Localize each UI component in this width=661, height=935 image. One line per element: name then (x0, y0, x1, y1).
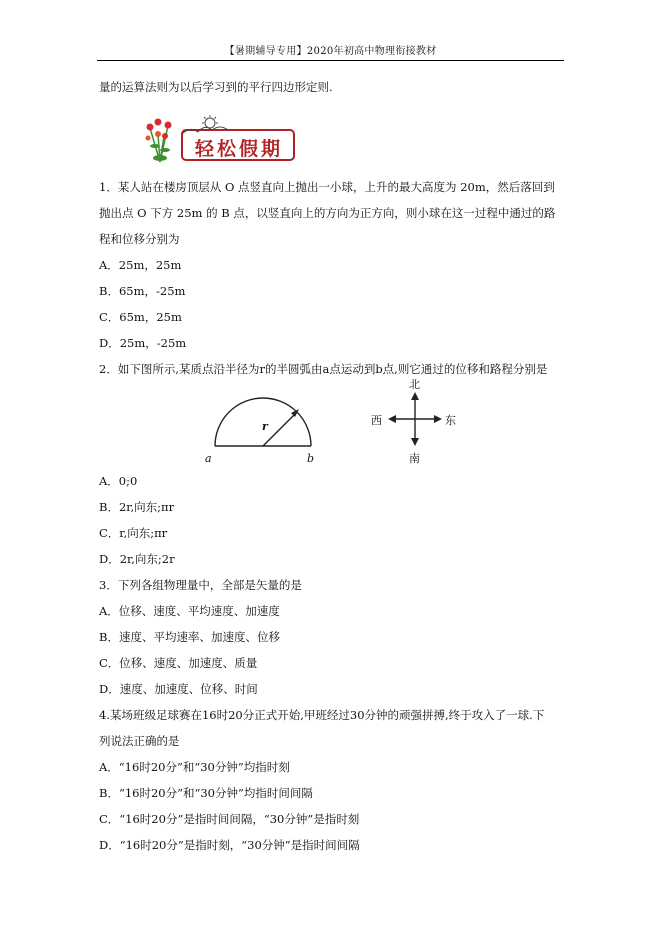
q4-option-d: D．“16时20分”是指时刻，“30分钟”是指时间间隔 (99, 838, 360, 852)
q3-stem: 3．下列各组物理量中，全部是矢量的是 (99, 578, 302, 592)
q4-option-b: B．“16时20分”和“30分钟”均指时间间隔 (99, 786, 313, 800)
q2-option-b: B．2r,向东;πr (99, 500, 175, 514)
page-header: 【暑期辅导专用】2020年初高中物理衔接教材 (97, 42, 564, 61)
q1-option-b: B．65m，-25m (99, 284, 186, 298)
q3-option-a: A．位移、速度、平均速度、加速度 (99, 604, 280, 618)
q3-option-c: C．位移、速度、加速度、质量 (99, 656, 258, 670)
holiday-banner (140, 114, 300, 164)
point-a-label: a (205, 452, 212, 465)
banner-title: 轻松假期 (194, 138, 283, 160)
q4-option-a: A．“16时20分”和“30分钟”均指时刻 (99, 760, 290, 774)
semicircle-diagram (205, 380, 465, 472)
q2-stem: 2．如下图所示,某质点沿半径为r的半圆弧由a点运动到b点,则它通过的位移和路程分别是 (99, 362, 548, 376)
q4-option-c: C．“16时20分”是指时间间隔，“30分钟”是指时刻 (99, 812, 360, 826)
q3-option-b: B．速度、平均速率、加速度、位移 (99, 630, 280, 644)
q2-option-d: D．2r,向东;2r (99, 552, 175, 566)
south-label: 南 (409, 452, 420, 465)
west-label: 西 (371, 414, 382, 427)
q1-stem-line-2: 抛出点 O 下方 25m 的 B 点，以竖直向上的方向为正方向，则小球在这一过程中通过的路 (99, 206, 556, 220)
q2-option-c: C．r,向东;πr (99, 526, 168, 540)
north-label: 北 (409, 378, 420, 391)
q2-figure (205, 380, 465, 472)
q2-option-a: A．0;0 (99, 474, 138, 488)
radius-label: r (262, 420, 268, 433)
q1-option-d: D．25m，-25m (99, 336, 187, 350)
q4-stem-line-2: 列说法正确的是 (99, 734, 180, 748)
q1-stem-line-1: 1．某人站在楼房顶层从 O 点竖直向上抛出一小球，上升的最大高度为 20m，然后落回到 (99, 180, 555, 194)
q3-option-d: D．速度、加速度、位移、时间 (99, 682, 258, 696)
q1-option-c: C．65m，25m (99, 310, 182, 324)
point-b-label: b (307, 452, 315, 465)
east-label: 东 (445, 414, 456, 427)
q4-stem-line-1: 4.某场班级足球赛在16时20分正式开始,甲班经过30分钟的顽强拼搏,终于攻入了一球.下 (99, 708, 545, 722)
q1-option-a: A．25m，25m (99, 258, 182, 272)
intro-text: 量的运算法则为以后学习到的平行四边形定则. (99, 80, 333, 94)
q1-stem-line-3: 程和位移分别为 (99, 232, 180, 246)
